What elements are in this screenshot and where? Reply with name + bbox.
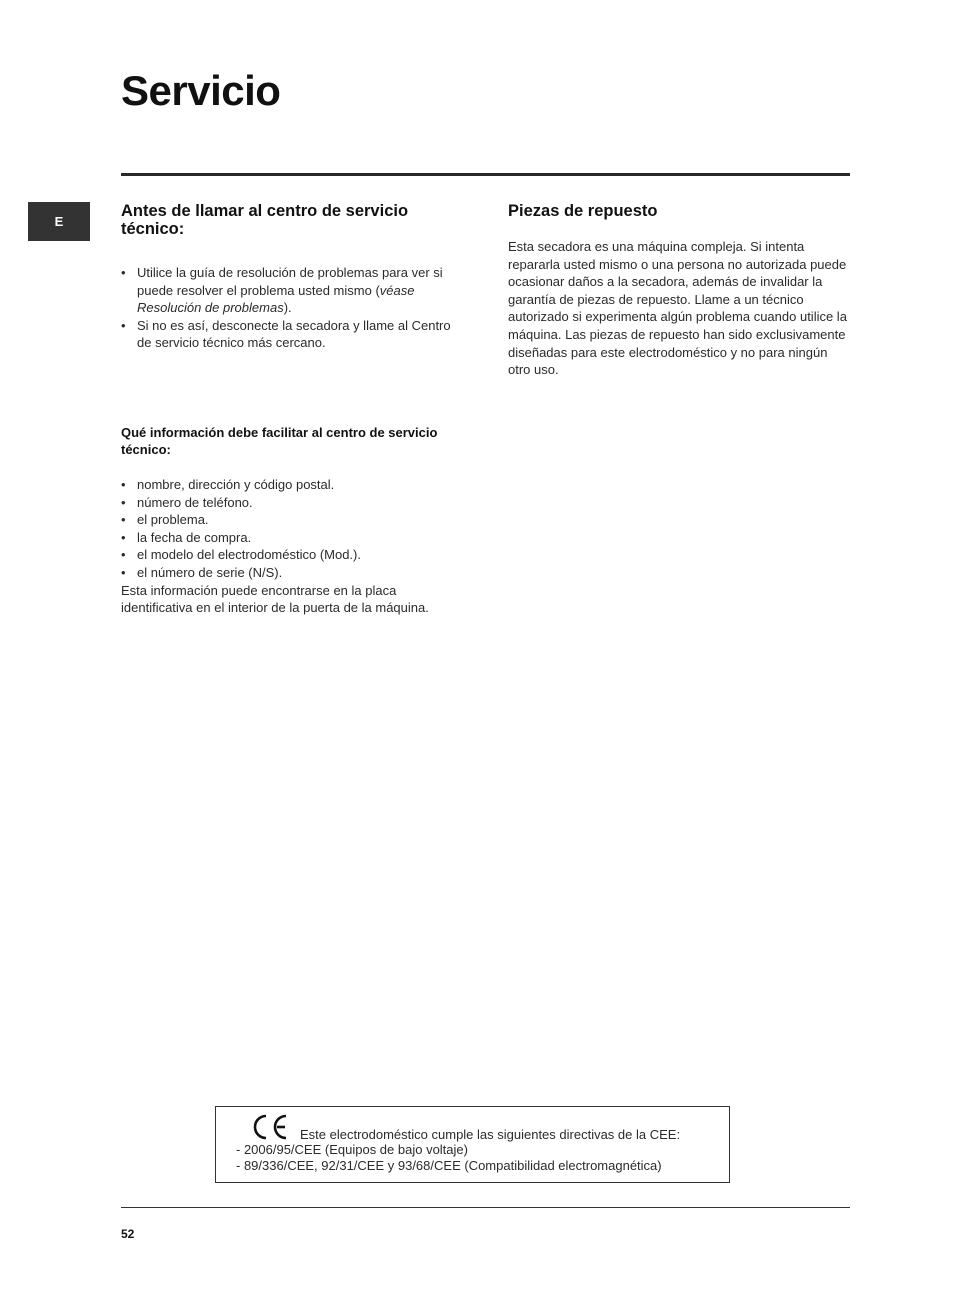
right-column: [508, 202, 850, 379]
cross-reference: véase Resolución de problemas: [137, 282, 415, 316]
language-tab: E: [28, 202, 90, 241]
info-section: [121, 424, 466, 617]
rating-plate-note: Esta información puede encontrarse en la placa identificativa en el interior de la puerta de la máquina.: [121, 582, 429, 616]
page-number: 52: [121, 1227, 135, 1241]
page-title: Servicio: [121, 67, 281, 114]
list-item: • el problema.: [121, 511, 466, 529]
list-item: • el número de serie (N/S).: [121, 564, 466, 582]
section-heading-spare-parts: Piezas de repuesto: [508, 202, 658, 220]
list-item: • el modelo del electrodoméstico (Mod.).: [121, 546, 466, 564]
spare-parts-paragraph: Esta secadora es una máquina compleja. Si intenta repararla usted mismo o una persona no autorizada puede ocasionar daños a la secadora, además de invalidar la garantía de piezas de repuesto. Llame a un técnico autorizado si experimenta algún problema cuando utilice la máquina. Las piezas de repuesto han sido exclusivamente diseñadas para este electrodoméstico y no para ningún otro uso.: [508, 239, 847, 378]
ce-compliance-box: [215, 1106, 730, 1183]
section-heading-before-calling: Antes de llamar al centro de servicio técnico:: [121, 202, 409, 238]
list-item: • número de teléfono.: [121, 494, 466, 512]
before-calling-list: [121, 264, 466, 352]
top-divider: [121, 173, 850, 176]
compliance-statement: Este electrodoméstico cumple las siguientes directivas de la CEE:: [300, 1126, 681, 1142]
ce-row: [236, 1112, 709, 1142]
directive-line: - 2006/95/CEE (Equipos de bajo voltaje): [236, 1142, 468, 1157]
info-list: [121, 476, 466, 582]
list-item: • Utilice la guía de resolución de problemas para ver si puede resolver el problema usted mismo (véase Resolución de problemas).: [121, 264, 466, 317]
list-item: • la fecha de compra.: [121, 529, 466, 547]
list-item: • nombre, dirección y código postal.: [121, 476, 466, 494]
directive-line: - 89/336/CEE, 92/31/CEE y 93/68/CEE (Compatibilidad electromagnética): [236, 1157, 662, 1173]
left-column: [121, 202, 466, 617]
section-heading-info-to-provide: Qué información debe facilitar al centro de servicio técnico:: [121, 424, 438, 458]
bottom-divider: [121, 1207, 850, 1208]
ce-mark-icon: [250, 1112, 290, 1142]
list-item: • Si no es así, desconecte la secadora y llame al Centro de servicio técnico más cercano.: [121, 317, 466, 352]
